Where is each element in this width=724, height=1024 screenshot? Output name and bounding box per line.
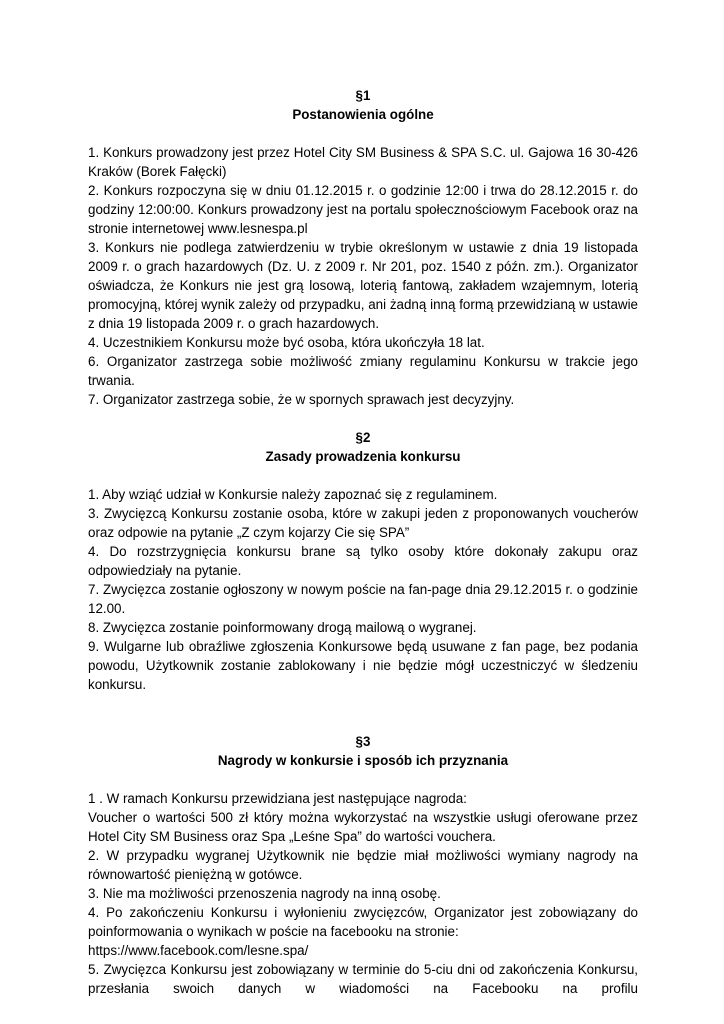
- paragraph: 3. Konkurs nie podlega zatwierdzeniu w trybie określonym w ustawie z dnia 19 listopada 2009 r. o grach hazardowych (Dz. U. z 2009 r. Nr 201, poz. 1540 z późn. zm.). Organizator oświadcza, że Konkurs nie jest grą losową, loterią fantową, zakładem wzajemnym, loterią promocyjną, której wynik zależy od przypadku, ani żadną inną formą przewidzianą w ustawie z dnia 19 listopada 2009 r. o grach hazardowych.: [88, 240, 638, 331]
- section-number: §1: [355, 88, 371, 103]
- paragraph: 9. Wulgarne lub obraźliwe zgłoszenia Konkursowe będą usuwane z fan page, bez podania powodu, Użytkownik zostanie zablokowany i nie będzie mógł uczestniczyć w śledzeniu konkursu.: [88, 639, 638, 692]
- paragraph: 2. Konkurs rozpoczyna się w dniu 01.12.2015 r. o godzinie 12:00 i trwa do 28.12.2015 r. do godziny 12:00:00. Konkurs prowadzony jest na portalu społecznościowym Facebook oraz na stronie internetowej www.lesnespa.pl: [88, 183, 638, 236]
- paragraph: 4. Uczestnikiem Konkursu może być osoba, która ukończyła 18 lat.: [88, 335, 485, 350]
- paragraph: 4. Po zakończeniu Konkursu i wyłonieniu zwycięzców, Organizator jest zobowiązany do poinformowania o wynikach w poście na facebooku na stronie:: [88, 905, 638, 939]
- section-2: [88, 428, 638, 694]
- url-text: https://www.facebook.com/lesne.spa/: [88, 943, 309, 958]
- section-1: [88, 86, 638, 409]
- paragraph: 2. W przypadku wygranej Użytkownik nie będzie miał możliwości wymiany nagrody na równowartość pieniężną w gotówce.: [88, 848, 638, 882]
- paragraph: 3. Nie ma możliwości przenoszenia nagrody na inną osobę.: [88, 886, 441, 901]
- paragraph: 8. Zwycięzca zostanie poinformowany drogą mailową o wygranej.: [88, 620, 477, 635]
- paragraph: 4. Do rozstrzygnięcia konkursu brane są tylko osoby które dokonały zakupu oraz odpowiedziały na pytanie.: [88, 544, 638, 578]
- section-title: Nagrody w konkursie i sposób ich przyznania: [217, 753, 509, 768]
- paragraph: 7. Organizator zastrzega sobie, że w spornych sprawach jest decyzyjny.: [88, 392, 515, 407]
- section-title: Zasady prowadzenia konkursu: [265, 449, 461, 464]
- paragraph: 1. Aby wziąć udział w Konkursie należy zapoznać się z regulaminem.: [88, 487, 498, 502]
- paragraph: 3. Zwycięzcą Konkursu zostanie osoba, które w zakupi jeden z proponowanych voucherów oraz odpowie na pytanie „Z czym kojarzy Cie się SPA”: [88, 506, 638, 540]
- section-title: Postanowienia ogólne: [292, 107, 434, 122]
- section-3: [88, 732, 638, 998]
- section-number: §3: [355, 734, 371, 749]
- paragraph: 7. Zwycięzca zostanie ogłoszony w nowym poście na fan-page dnia 29.12.2015 r. o godzinie 12.00.: [88, 582, 638, 616]
- paragraph: Voucher o wartości 500 zł który można wykorzystać na wszystkie usługi oferowane przez Hotel City SM Business oraz Spa „Leśne Spa” do wartości vouchera.: [88, 810, 638, 844]
- paragraph: 1 . W ramach Konkursu przewidziana jest następujące nagroda:: [88, 791, 467, 806]
- paragraph: 6. Organizator zastrzega sobie możliwość zmiany regulaminu Konkursu w trakcie jego trwania.: [88, 354, 638, 388]
- paragraph: 5. Zwycięzca Konkursu jest zobowiązany w terminie do 5-ciu dni od zakończenia Konkursu, przesłania swoich danych w wiadomości na Facebooku na profilu: [88, 962, 638, 996]
- paragraph: 1. Konkurs prowadzony jest przez Hotel City SM Business & SPA S.C. ul. Gajowa 16 30-426 Kraków (Borek Fałęcki): [88, 145, 638, 179]
- section-number: §2: [355, 430, 371, 445]
